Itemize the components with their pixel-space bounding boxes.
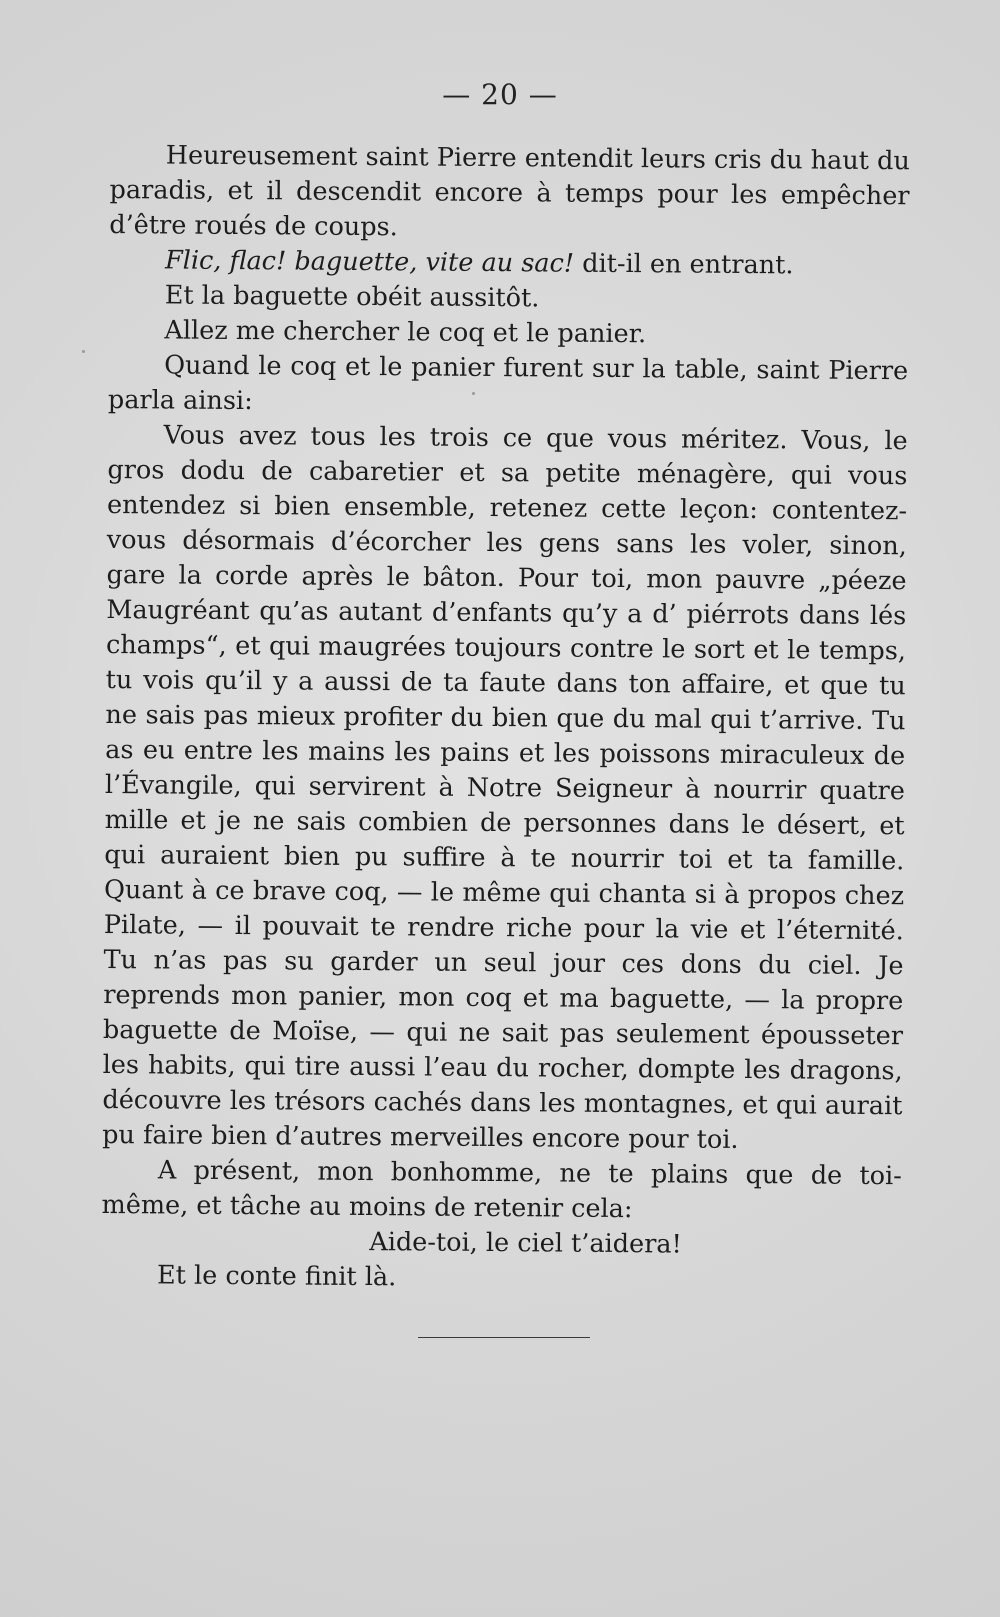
body-text: [101, 138, 910, 1299]
paragraph-baguette-obeys: Et la baguette obéit aussitôt.: [164, 280, 540, 314]
paragraph-fetch-order: Allez me chercher le coq et le panier.: [164, 315, 647, 350]
paper-speck: [82, 350, 85, 353]
paragraph-moral-intro: A présent, mon bonhomme, ne te plains que de toi-même, et tâche au moins de retenir cela:: [101, 1155, 902, 1225]
paragraph-speech: Vous avez tous les trois ce que vous méritez. Vous, le gros dodu de cabaretier et sa petite ménagère, qui vous entendez si bien ensemble, retenez cette leçon: contentez-vous désormais d’écorcher les gens sans les voler, sinon, gare la corde après le bâton. Pour toi, mon pauvre „péeze Maugréant qu’as autant d’enfants qu’y a d’ piérrots dans lés champs“, et qui maugrées toujours contre le sort et le temps, tu vois qu’il y a aussi de ta faute dans ton affaire, et que tu ne sais pas mieux profiter du bien que du mal qui t’arrive. Tu as eu entre les mains les pains et les poissons miraculeux de l’Évangile, qui servirent à Notre Seigneur à nourrir quatre mille et je ne sais combien de personnes dans le désert, et qui auraient bien pu suffire à te nourrir toi et ta famille. Quant à ce brave coq, — le même qui chanta si à propos chez Pilate, — il pouvait te rendre riche pour la vie et l’éternité. Tu n’as pas su garder un seul jour ces dons du ciel. Je reprends mon panier, mon coq et ma baguette, — la propre baguette de Moïse, — qui ne sait pas seulement épousseter les habits, qui tire aussi l’eau du rocher, dompte les dragons, découvre les trésors cachés dans les montagnes, et qui aurait pu faire bien d’autres merveilles encore pour toi.: [102, 420, 908, 1155]
paragraph-moral: Aide-toi, le ciel t’aidera!: [369, 1227, 682, 1260]
paragraph-ending: Et le conte finit là.: [156, 1260, 397, 1293]
paragraph-rescue: Heureusement saint Pierre entendit leurs cris du haut du paradis, et il descendit encore à temps pour les empêcher d’être roués de coups.: [109, 140, 910, 243]
magic-words-tail: dit-il en entrant.: [573, 248, 794, 281]
magic-words: Flic, flac! baguette, vite au sac!: [164, 245, 575, 279]
page-number: — 20 —: [442, 78, 558, 111]
paragraph-saint-speaks: Quand le coq et le panier furent sur la table, saint Pierre parla ainsi:: [107, 350, 909, 417]
paper-speck: [472, 392, 475, 395]
end-rule: [418, 1337, 590, 1338]
